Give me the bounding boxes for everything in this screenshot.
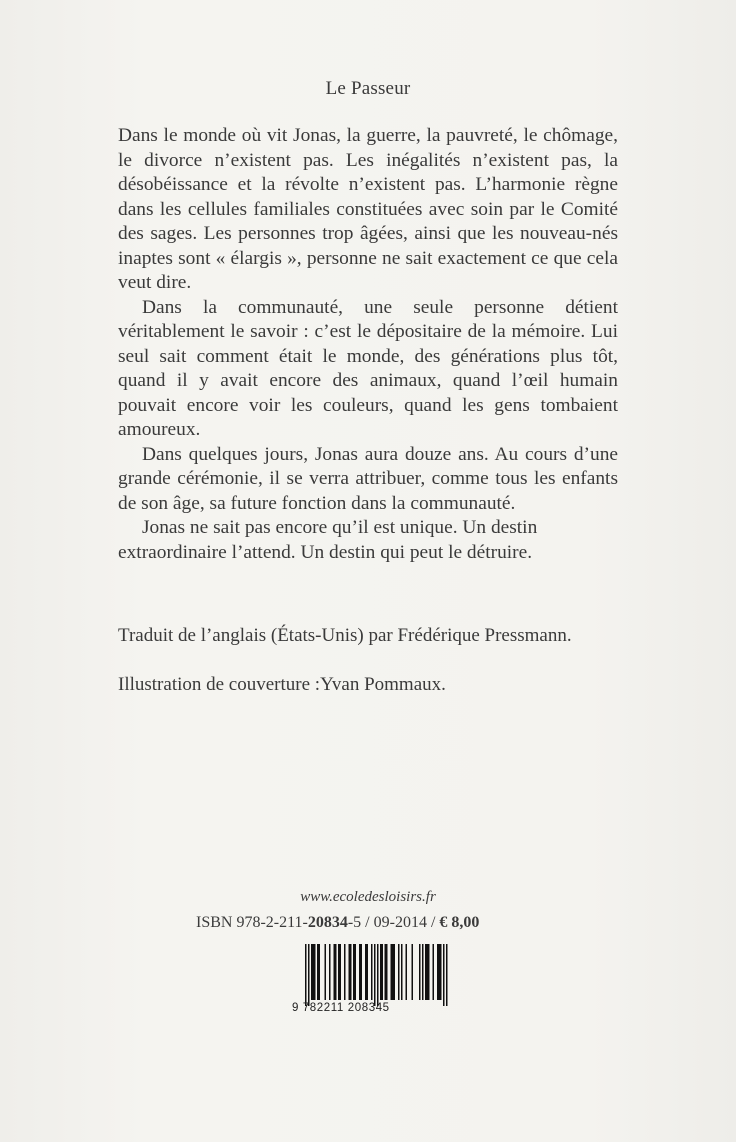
barcode-bar (374, 944, 376, 1006)
barcode-bar (313, 944, 315, 1000)
price: € 8,00 (439, 914, 480, 931)
summary-text (118, 124, 618, 565)
barcode-bar (311, 944, 313, 1000)
barcode-bar (350, 944, 352, 1000)
barcode-bar (382, 944, 384, 1000)
barcode-bar (433, 944, 435, 1000)
barcode-bar (335, 944, 337, 1000)
barcode-bar (340, 944, 342, 1000)
barcode-bar (371, 944, 373, 1000)
barcode-digits: 9 782211 208345 (292, 1002, 390, 1014)
summary-paragraph-2: Dans la communauté, une seule personne détient véritablement le savoir : c’est le dépositaire de la mémoire. Lui seul sait comment était le monde, des générations plus tôt, quand il y avait encore des animaux, quand l’œil humain pouvait encore voir les couleurs, quand les gens tombaient amoureux. (118, 296, 618, 440)
barcode-bar (314, 944, 316, 1000)
isbn-line (196, 914, 576, 932)
isbn-bold-part: 20834 (307, 914, 348, 931)
barcode-bar (443, 944, 445, 1006)
barcode-bar (392, 944, 394, 1000)
summary-paragraph-4: Jonas ne sait pas encore qu’il est unique. Un destin extraordinaire l’attend. Un destin qui peut le détruire. (118, 517, 538, 563)
barcode-bar (359, 944, 361, 1000)
barcode-bar (329, 944, 331, 1000)
barcode-bar (308, 944, 310, 1006)
barcode-bar (391, 944, 393, 1000)
translator-credit: Traduit de l’anglais (États-Unis) par Frédérique Pressmann. (118, 625, 572, 646)
barcode-bar (377, 944, 379, 1006)
barcode-bar (365, 944, 367, 1000)
barcode-bar (439, 944, 441, 1000)
barcode-bar (406, 944, 408, 1000)
publisher-website: www.ecoledesloisirs.fr (300, 889, 436, 905)
barcode-bar (398, 944, 400, 1000)
barcode-bar (353, 944, 355, 1000)
barcode-bar (422, 944, 424, 1000)
summary-paragraph-3: Dans quelques jours, Jonas aura douze ans. Au cours d’une grande cérémonie, il se verra attribuer, comme tous les enfants de son âge, sa future fonction dans la communauté. (118, 443, 618, 514)
barcode-bar (344, 944, 346, 1000)
barcode-bar (385, 944, 387, 1000)
barcode-bar (440, 944, 442, 1000)
barcode-bar (361, 944, 363, 1000)
barcode-icon (296, 944, 454, 1006)
barcode-bar (334, 944, 336, 1000)
barcode-bar (428, 944, 430, 1000)
isbn-suffix: -5 / 09-2014 / (347, 914, 440, 931)
barcode-bar (386, 944, 388, 1000)
barcode-bar (355, 944, 357, 1000)
illustrator-credit: Illustration de couverture :Yvan Pommaux. (118, 674, 446, 695)
barcode-bar (394, 944, 396, 1000)
summary-paragraph-1: Dans le monde où vit Jonas, la guerre, la pauvreté, le chômage, le divorce n’existent pas. Les inégalités n’existent pas, la désobéissance et la révolte n’existent pas. L’harmonie règne dans les cellules familiales constituées avec soin par le Comité des sages. Les personnes trop âgées, ainsi que les nouveau-nés inaptes sont « élargis », personne ne sait exactement ce que cela veut dire. (118, 125, 618, 293)
barcode-bar (401, 944, 403, 1000)
book-title: Le Passeur (325, 78, 411, 99)
barcode-bar (325, 944, 327, 1000)
barcode-bar (419, 944, 421, 1000)
barcode-bar (425, 944, 427, 1000)
barcode (296, 944, 454, 1006)
isbn-prefix: ISBN 978-2-211- (196, 914, 308, 931)
barcode-bar (437, 944, 439, 1000)
barcode-bar (380, 944, 382, 1000)
barcode-bar (349, 944, 351, 1000)
barcode-bar (427, 944, 429, 1000)
barcode-bar (367, 944, 369, 1000)
barcode-bar (446, 944, 448, 1006)
barcode-bar (412, 944, 414, 1000)
barcode-bar (305, 944, 307, 1006)
barcode-bar (319, 944, 321, 1000)
barcode-bar (317, 944, 319, 1000)
barcode-bar (338, 944, 340, 1000)
